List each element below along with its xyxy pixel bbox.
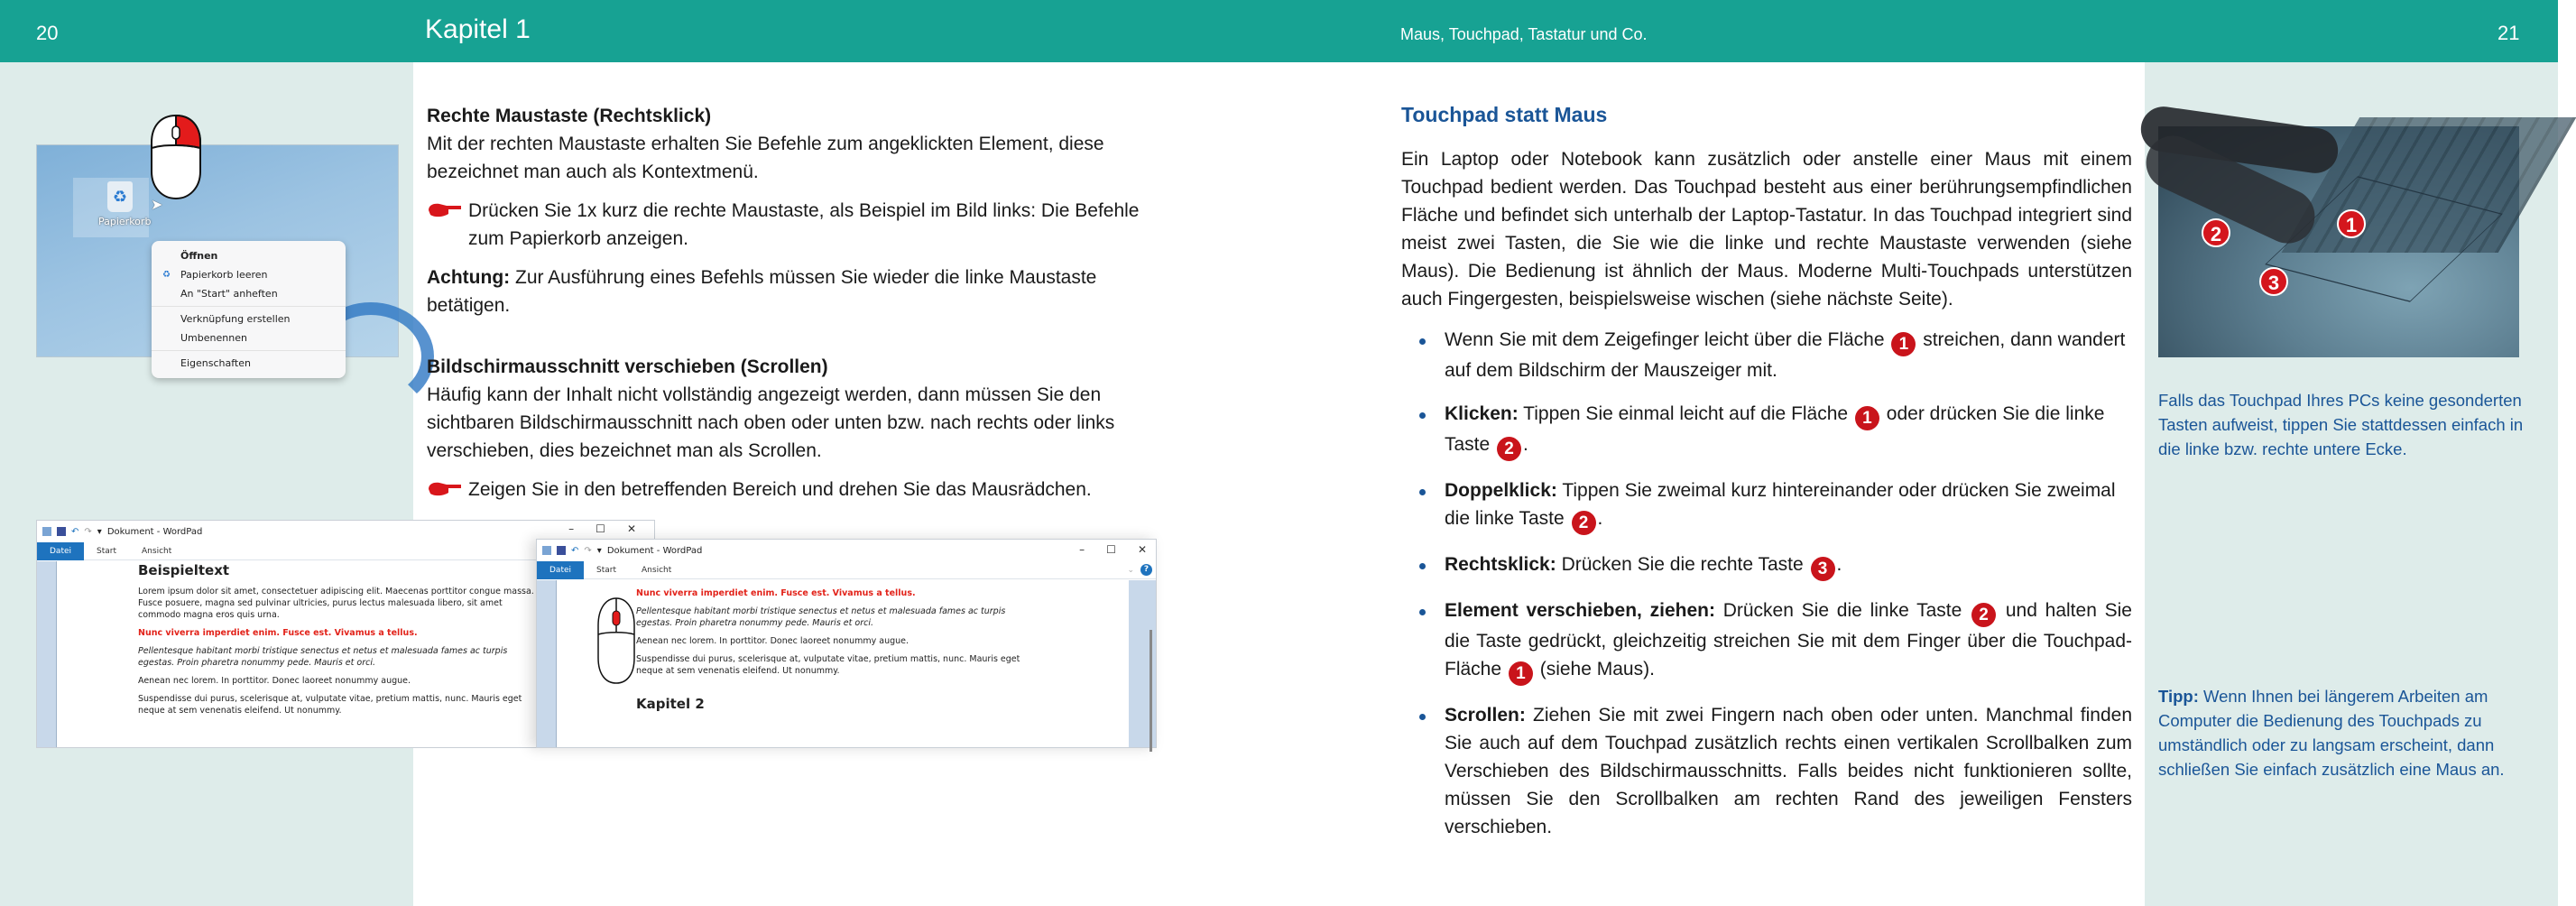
context-menu bbox=[152, 241, 346, 378]
close-button[interactable]: ✕ bbox=[626, 522, 636, 535]
number-badge-1: 1 bbox=[1855, 406, 1879, 430]
tab-ansicht[interactable]: Ansicht bbox=[142, 546, 172, 556]
number-badge-2: 2 bbox=[1572, 511, 1596, 535]
chapter-title: Kapitel 1 bbox=[425, 14, 531, 44]
item-text: Tippen Sie einmal leicht auf die Fläche bbox=[1523, 403, 1849, 424]
touchpad-photo bbox=[2158, 126, 2519, 357]
menu-separator bbox=[152, 350, 346, 351]
photo-badge-3: 3 bbox=[2259, 267, 2288, 296]
page-number-right: 21 bbox=[2498, 22, 2520, 44]
section-scrolling bbox=[427, 353, 1158, 504]
bullet-icon bbox=[1419, 338, 1426, 345]
item-label: Klicken: bbox=[1445, 403, 1519, 424]
tab-start[interactable]: Start bbox=[97, 546, 117, 556]
touchpad-section bbox=[1401, 101, 2132, 856]
menu-item-pin-start[interactable]: An "Start" anheften bbox=[180, 288, 278, 300]
section-title: Touchpad statt Maus bbox=[1401, 103, 1608, 126]
instruction-step bbox=[427, 476, 1158, 504]
document-content bbox=[636, 587, 1033, 719]
list-item bbox=[1401, 550, 2132, 581]
section-title: Maus, Touchpad, Tastatur und Co. bbox=[1400, 25, 1648, 43]
note-text: Zur Ausführung eines Befehls müssen Sie wieder die linke Maustaste betätigen. bbox=[427, 267, 1097, 316]
menu-item-label: Papierkorb leeren bbox=[180, 269, 268, 281]
pointing-hand-icon bbox=[427, 201, 463, 219]
title-bar bbox=[537, 540, 1156, 561]
doc-heading: Kapitel 2 bbox=[636, 696, 705, 712]
number-badge-1: 1 bbox=[1509, 661, 1533, 686]
tab-datei[interactable]: Datei bbox=[537, 561, 584, 579]
page-margin bbox=[37, 561, 57, 747]
tab-datei[interactable]: Datei bbox=[37, 542, 84, 560]
redo-icon[interactable]: ↷ bbox=[84, 526, 92, 537]
doc-paragraph: Suspendisse dui purus, scelerisque at, vulputate vitae, pretium mattis, nunc. Mauris eget neque at sem venenatis eleifend. Ut nonummy. bbox=[636, 654, 1020, 676]
item-label: Element verschieben, ziehen: bbox=[1445, 600, 1715, 621]
item-text: . bbox=[1836, 554, 1842, 575]
item-text: . bbox=[1523, 434, 1528, 455]
list-item bbox=[1401, 326, 2132, 384]
paragraph: Häufig kann der Inhalt nicht vollständig angezeigt werden, dann müssen Sie den sichtbaren Bildschirmausschnitt nach oben oder unten bzw. nach rechts oder links verschieben, dies bezeichnet man als Scrollen. bbox=[427, 384, 1115, 461]
tip-box bbox=[2158, 684, 2537, 781]
list-item bbox=[1401, 476, 2132, 535]
wordpad-window-front bbox=[536, 539, 1157, 748]
menu-item-open[interactable]: Öffnen bbox=[180, 250, 218, 262]
window-controls bbox=[1079, 543, 1147, 556]
help-icon[interactable]: ? bbox=[1140, 564, 1152, 576]
step-text: Zeigen Sie in den betreffenden Bereich und drehen Sie das Mausrädchen. bbox=[468, 479, 1092, 500]
save-icon[interactable] bbox=[57, 527, 66, 536]
window-title: Dokument - WordPad bbox=[606, 545, 703, 556]
section-heading: Bildschirmausschnitt verschieben (Scrollen) bbox=[427, 356, 828, 377]
undo-icon[interactable]: ↶ bbox=[571, 545, 579, 556]
recycle-bin-label: Papierkorb bbox=[98, 216, 152, 227]
bullet-icon bbox=[1419, 489, 1426, 495]
section-heading: Rechte Maustaste (Rechtsklick) bbox=[427, 106, 712, 126]
maximize-button[interactable]: ☐ bbox=[596, 522, 605, 535]
ribbon-tabs bbox=[537, 561, 1156, 579]
menu-separator bbox=[152, 306, 346, 307]
tab-ansicht[interactable]: Ansicht bbox=[642, 565, 672, 575]
vertical-scrollbar[interactable] bbox=[1150, 630, 1152, 752]
doc-paragraph-red: Nunc viverra imperdiet enim. Fusce est. Vivamus a tellus. bbox=[636, 588, 916, 598]
item-text: . bbox=[1597, 508, 1603, 529]
item-label: Rechtsklick: bbox=[1445, 554, 1556, 575]
number-badge-2: 2 bbox=[1497, 437, 1521, 461]
step-text: Drücken Sie 1x kurz die rechte Maustaste, als Beispiel im Bild links: Die Befehle zum Papierkorb anzeigen. bbox=[468, 200, 1140, 249]
photo-badge-2: 2 bbox=[2202, 218, 2230, 247]
gesture-list bbox=[1401, 326, 2132, 841]
doc-heading: Beispieltext bbox=[138, 562, 230, 578]
menu-item-properties[interactable]: Eigenschaften bbox=[180, 357, 251, 369]
minimize-button[interactable]: – bbox=[1079, 543, 1085, 556]
list-item bbox=[1401, 701, 2132, 841]
quick-access-dropdown-icon[interactable]: ▾ bbox=[596, 545, 602, 556]
window-controls bbox=[568, 522, 636, 535]
menu-item-create-shortcut[interactable]: Verknüpfung erstellen bbox=[180, 313, 291, 325]
item-text: streichen, dann wandert auf dem Bildschirm der Mauszeiger mit. bbox=[1445, 329, 2126, 381]
number-badge-3: 3 bbox=[1811, 557, 1835, 581]
mouse-scroll-wheel-icon bbox=[596, 596, 636, 685]
item-text: oder drücken Sie die linke Taste bbox=[1445, 403, 2105, 455]
doc-paragraph: Suspendisse dui purus, scelerisque at, vulputate vitae, pretium mattis, nunc. Mauris eget neque at sem venenatis eleifend. Ut nonummy. bbox=[138, 694, 522, 716]
intro-paragraph: Ein Laptop oder Notebook kann zusätzlich oder anstelle einer Maus mit einem Touchpad bedient werden. Das Touchpad besteht aus einer berührungsempfindlichen Fläche und befindet sich unterhalb der Laptop-Tastatur. In das Touchpad integriert sind meist zwei Tasten, die Sie wie die linke und rechte Maustaste verwenden (siehe Maus). Die Bedienung ist ähnlich der Maus. Moderne Multi-Touchpads unterstützen auch Fingergesten, beispielsweise wischen (siehe nächste Seite). bbox=[1401, 149, 2132, 310]
item-text: Tippen Sie zweimal kurz hintereinander oder drücken Sie zweimal die linke Taste bbox=[1445, 480, 2116, 529]
doc-paragraph-red: Nunc viverra imperdiet enim. Fusce est. Vivamus a tellus. bbox=[138, 628, 418, 638]
page-margin bbox=[537, 580, 557, 747]
section-right-click bbox=[427, 102, 1158, 319]
wordpad-app-icon bbox=[42, 527, 51, 536]
pointing-hand-icon bbox=[427, 480, 463, 498]
undo-icon[interactable]: ↶ bbox=[71, 526, 79, 537]
list-item bbox=[1401, 400, 2132, 461]
redo-icon[interactable]: ↷ bbox=[584, 545, 592, 556]
number-badge-2: 2 bbox=[1971, 603, 1996, 627]
recycle-icon: ♻ bbox=[162, 270, 171, 280]
item-text: Ziehen Sie mit zwei Fingern nach oben oder unten. Manchmal finden Sie auch auf dem Touchpad zusätzlich rechts einen vertikalen Scrollbalken zum Verschieben des Bildschirmausschnitts. Falls beides nicht funktionieren sollte, müssen Sie den Scrollbalken am rechten Rand des jeweiligen Fensters verschieben. bbox=[1445, 705, 2132, 837]
menu-item-empty-bin[interactable] bbox=[152, 265, 346, 284]
doc-paragraph: Aenean nec lorem. In porttitor. Donec laoreet nonummy augue. bbox=[138, 676, 411, 686]
menu-item-rename[interactable]: Umbenennen bbox=[180, 332, 247, 344]
list-item bbox=[1401, 596, 2132, 686]
bullet-icon bbox=[1419, 412, 1426, 419]
mouse-pointer-icon: ➤ bbox=[151, 198, 163, 213]
bullet-icon bbox=[1419, 609, 1426, 615]
item-text: Wenn Sie mit dem Zeigefinger leicht über die Fläche bbox=[1445, 329, 1885, 350]
wordpad-app-icon bbox=[542, 546, 551, 555]
bullet-icon bbox=[1419, 563, 1426, 569]
maximize-button[interactable]: ☐ bbox=[1106, 543, 1116, 556]
recycle-bin-icon: ♻ bbox=[107, 181, 133, 212]
document-content bbox=[138, 562, 535, 723]
photo-badge-1: 1 bbox=[2337, 209, 2366, 238]
item-text: (siehe Maus). bbox=[1539, 659, 1655, 680]
doc-paragraph-italic: Pellentesque habitant morbi tristique senectus et netus et malesuada fames ac turpis egestas. Proin pharetra nonummy pede. Mauris et orci. bbox=[138, 646, 508, 668]
window-title: Dokument - WordPad bbox=[106, 526, 203, 537]
note bbox=[427, 263, 1158, 319]
bullet-icon bbox=[1419, 714, 1426, 720]
document-area[interactable] bbox=[537, 580, 1156, 747]
page-number-left: 20 bbox=[36, 22, 59, 44]
doc-paragraph-italic: Pellentesque habitant morbi tristique senectus et netus et malesuada fames ac turpis egestas. Proin pharetra nonummy pede. Mauris et orci. bbox=[636, 606, 1006, 628]
mouse-right-click-icon bbox=[150, 114, 202, 200]
doc-paragraph: Aenean nec lorem. In porttitor. Donec laoreet nonummy augue. bbox=[636, 636, 909, 646]
note-label: Achtung: bbox=[427, 267, 511, 288]
item-text: und halten Sie die Taste gedrückt, gleichzeitig streichen Sie mit dem Finger über die Touchpad-Fläche bbox=[1445, 600, 2132, 680]
tip-text: Wenn Ihnen bei längerem Arbeiten am Computer die Bedienung des Touchpads zu umständlich oder zu langsam erscheint, dann schließen Sie einfach zusätzlich eine Maus an. bbox=[2158, 687, 2505, 779]
desktop-screenshot bbox=[36, 144, 399, 369]
photo-caption: Falls das Touchpad Ihres PCs keine gesonderten Tasten aufweist, tippen Sie stattdessen einfach in die linke bzw. rechte untere Ecke. bbox=[2158, 391, 2524, 458]
close-button[interactable]: ✕ bbox=[1137, 543, 1147, 556]
tip-label: Tipp: bbox=[2158, 687, 2199, 706]
item-label: Doppelklick: bbox=[1445, 480, 1557, 501]
number-badge-1: 1 bbox=[1891, 332, 1916, 356]
save-icon[interactable] bbox=[557, 546, 566, 555]
minimize-button[interactable]: – bbox=[568, 522, 575, 535]
paragraph: Mit der rechten Maustaste erhalten Sie Befehle zum angeklickten Element, diese bezeichnet man auch als Kontextmenü. bbox=[427, 134, 1104, 182]
item-text: Drücken Sie die rechte Taste bbox=[1561, 554, 1804, 575]
tab-start[interactable]: Start bbox=[596, 565, 617, 575]
page-header bbox=[0, 0, 2558, 62]
instruction-step bbox=[427, 197, 1158, 253]
quick-access-dropdown-icon[interactable]: ▾ bbox=[97, 526, 102, 537]
doc-paragraph: Lorem ipsum dolor sit amet, consectetuer adipiscing elit. Maecenas porttitor congue massa. Fusce posuere, magna sed pulvinar ultricies, purus lectus malesuada libero, sit amet commodo magna eros quis urna. bbox=[138, 587, 534, 620]
item-text: Drücken Sie die linke Taste bbox=[1722, 600, 1962, 621]
item-label: Scrollen: bbox=[1445, 705, 1526, 726]
ribbon-collapse-icon[interactable]: ⌄ bbox=[1127, 565, 1134, 575]
